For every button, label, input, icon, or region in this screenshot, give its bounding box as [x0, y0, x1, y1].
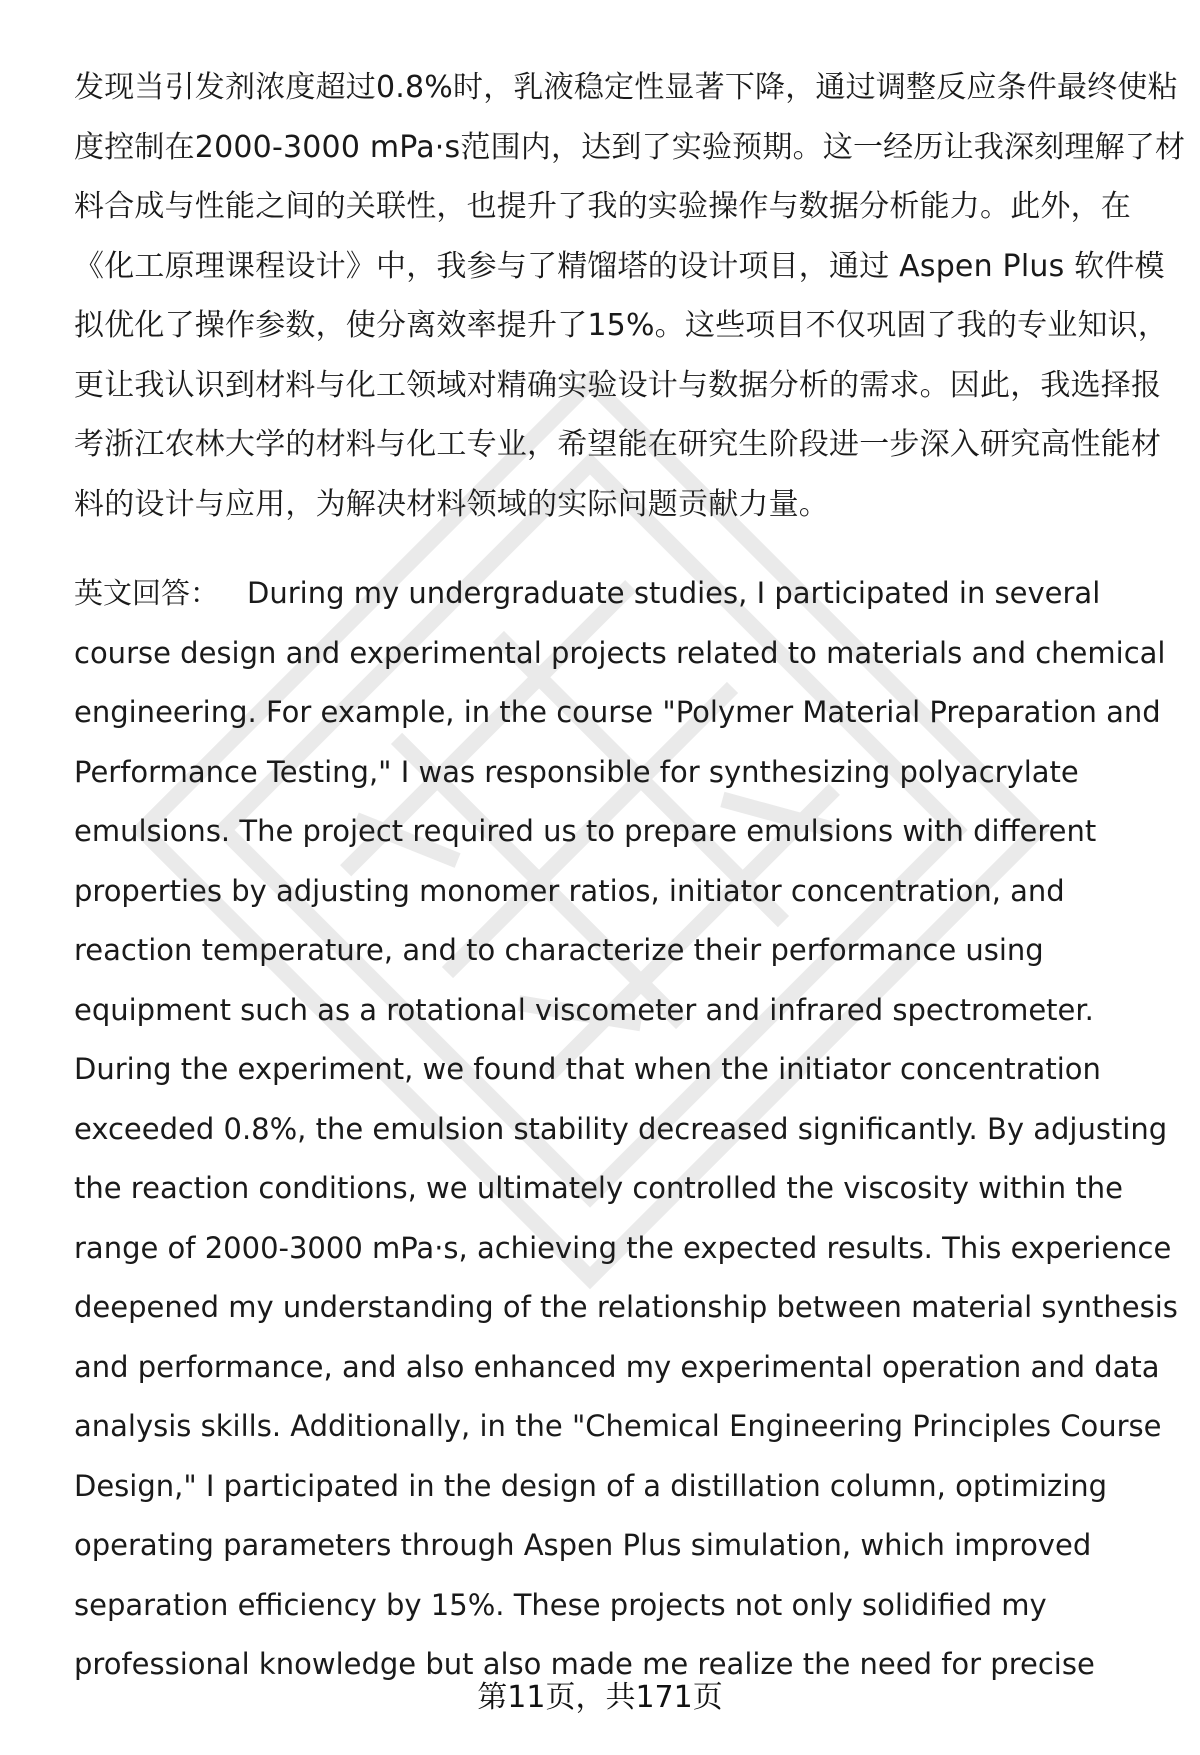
- text-line: 度控制在2000-3000 mPa·s范围内，达到了实验预期。这一经历让我深刻理解了材: [74, 129, 1186, 165]
- text-line: During the experiment, we found that when the initiator concentration: [74, 1052, 1101, 1086]
- text-line: 考浙江农林大学的材料与化工专业，希望能在研究生阶段进一步深入研究高性能材: [74, 427, 1162, 462]
- text-line: exceeded 0.8%, the emulsion stability decreased significantly. By adjusting: [74, 1111, 1168, 1146]
- text-line: operating parameters through Aspen Plus simulation, which improved: [74, 1528, 1092, 1562]
- text-line: [74, 564, 1154, 624]
- english-answer-first-line: During my undergraduate studies, I participated in several: [247, 576, 1101, 610]
- english-answer-label: 英文回答：: [74, 576, 220, 610]
- document-body: [74, 58, 1186, 1695]
- text-line: 《化工原理课程设计》中，我参与了精馏塔的设计项目，通过 Aspen Plus 软件模: [74, 248, 1165, 284]
- text-line: professional knowledge but also made me realize the need for precise: [74, 1647, 1095, 1681]
- text-line: 拟优化了操作参数，使分离效率提升了15%。这些项目不仅巩固了我的专业知识，: [74, 308, 1169, 343]
- text-line: separation efficiency by 15%. These projects not only solidified my: [74, 1587, 1047, 1622]
- english-answer-paragraph: [74, 564, 1178, 1695]
- text-line: Performance Testing," I was responsible for synthesizing polyacrylate: [74, 754, 1079, 789]
- text-line: emulsions. The project required us to prepare emulsions with different: [74, 814, 1097, 848]
- page-footer: [0, 1672, 1200, 1716]
- chinese-paragraph: [74, 58, 1186, 534]
- text-line: 更让我认识到材料与化工领域对精确实验设计与数据分析的需求。因此，我选择报: [74, 367, 1162, 403]
- text-line: course design and experimental projects related to materials and chemical: [74, 635, 1166, 670]
- text-line: and performance, and also enhanced my experimental operation and data: [74, 1349, 1160, 1384]
- text-line: analysis skills. Additionally, in the "Chemical Engineering Principles Course: [74, 1409, 1162, 1443]
- text-line: reaction temperature, and to characterize their performance using: [74, 933, 1044, 967]
- text-line: equipment such as a rotational viscometer and infrared spectrometer.: [74, 992, 1094, 1027]
- text-line: properties by adjusting monomer ratios, initiator concentration, and: [74, 873, 1065, 908]
- text-line: deepened my understanding of the relationship between material synthesis: [74, 1290, 1178, 1324]
- text-line: Design," I participated in the design of a distillation column, optimizing: [74, 1468, 1108, 1503]
- text-line: engineering. For example, in the course "Polymer Material Preparation and: [74, 695, 1161, 729]
- text-line: range of 2000-3000 mPa·s, achieving the expected results. This experience: [74, 1230, 1172, 1265]
- text-line: 料合成与性能之间的关联性，也提升了我的实验操作与数据分析能力。此外，在: [74, 189, 1131, 224]
- page-indicator: 第11页，共171页: [477, 1680, 723, 1715]
- text-line: the reaction conditions, we ultimately controlled the viscosity within the: [74, 1171, 1123, 1205]
- text-line: 发现当引发剂浓度超过0.8%时，乳液稳定性显著下降，通过调整反应条件最终使粘: [74, 70, 1178, 105]
- text-line: 料的设计与应用，为解决材料领域的实际问题贡献力量。: [74, 486, 829, 522]
